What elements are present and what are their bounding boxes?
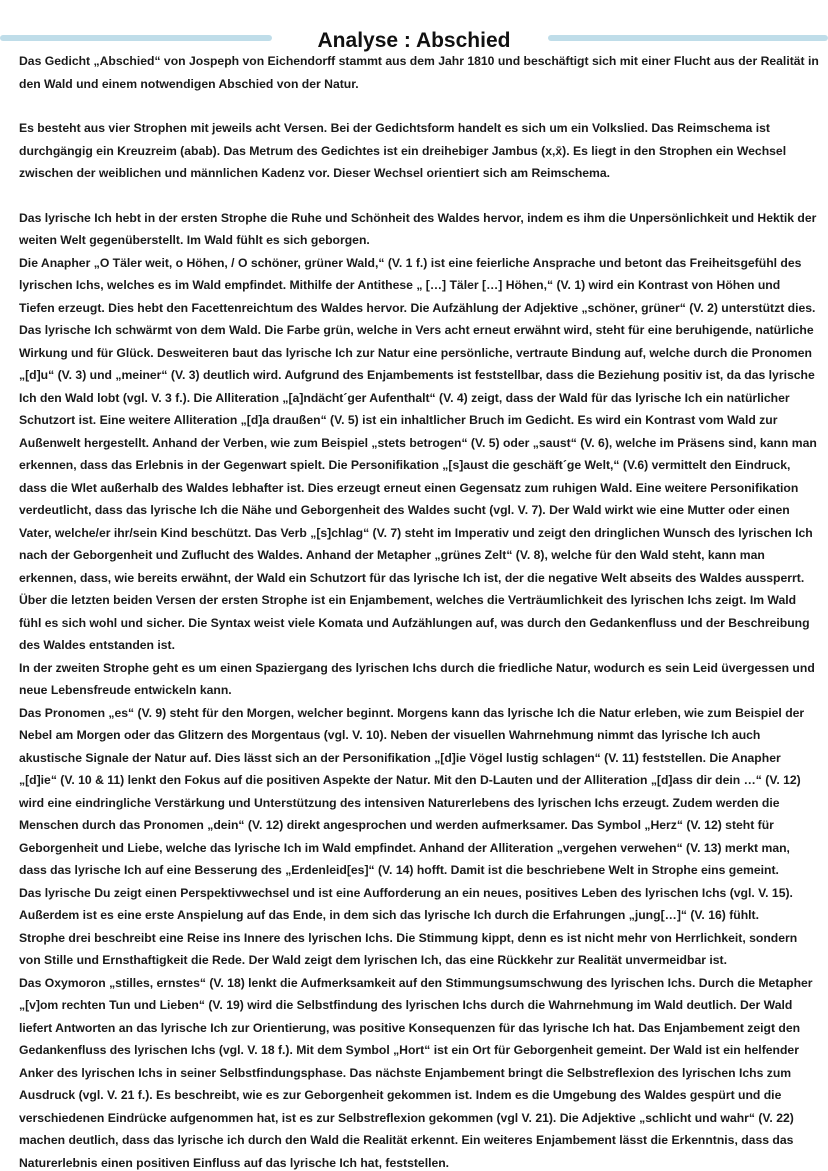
paragraph-strophe-2-summary: In der zweiten Strophe geht es um einen Spaziergang des lyrischen Ichs durch die friedliche Natur, wodurch es sein Leid üvergessen und neue Lebensfreude entwickeln kann. — [19, 660, 815, 697]
paragraph-lyrical-du: Das lyrische Du zeigt einen Perspektivwechsel und ist eine Aufforderung an ein neues, positives Leben des lyrischen Ichs (vgl. V. 15). Außerdem ist es eine erste Anspielung auf das Ende, in dem sich das lyrische Ich durch die Erfahrungen „jung[…]“ (V. 16) fühlt. — [19, 885, 793, 922]
paragraph-form: Es besteht aus vier Strophen mit jeweils acht Versen. Bei der Gedichtsform handelt es sich um ein Volkslied. Das Reimschema ist durchgängig ein Kreuzreim (abab). Das Metrum des Gedichtes ist ein dreihebiger Jambus (x,x̄). Es liegt in den Strophen ein Wechsel zwischen der weiblichen und männlichen Kadenz vor. Dieser Wechsel orientiert sich am Reimschema. — [19, 121, 787, 180]
paragraph-introduction: Das Gedicht „Abschied“ von Jospeph von Eichendorff stammt aus dem Jahr 1810 und beschäftigt sich mit einer Flucht aus der Realität in den Wald und einem notwendigen Abschied von der Natur. — [19, 54, 819, 91]
document-body — [19, 50, 819, 1171]
page-title: Analyse : Abschied — [317, 29, 511, 52]
paragraph-strophe-3-summary: Strophe drei beschreibt eine Reise ins Innere des lyrischen Ichs. Die Stimmung kippt, denn es ist nicht mehr von Herrlichkeit, sondern von Stille und Ernsthaftigkeit die Rede. Der Wald zeigt dem lyrischen Ich, das eine Rückkehr zur Realität unvermeidbar ist. — [19, 930, 798, 967]
paragraph-strophe-3-analysis: Das Oxymoron „stilles, ernstes“ (V. 18) lenkt die Aufmerksamkeit auf den Stimmungsumschwung des lyrischen Ichs. Durch die Metapher „[v]om rechten Tun und Lieben“ (V. 19) wird die Selbstfindung des lyrischen Ichs durch die Wahrnehmung im Wald deutlich. Der Wald liefert Antworten an das lyrische Ich zur Orientierung, was positive Konsequenzen für das lyrische Ich hat. Das Enjambement zeigt den Gedankenfluss des lyrischen Ichs (vgl. V. 18 f.). Mit dem Symbol „Hort“ ist ein Ort für Geborgenheit gemeint. Der Wald ist ein helfender Anker des lyrischen Ichs in seiner Selbstfindungsphase. Das nächste Enjambement bringt die Selbstreflexion des lyrischen Ichs zum Ausdruck (vgl. V. 21 f.). Es beschreibt, wie es zur Geborgenheit gekommen ist. Indem es die Umgebung des Waldes gespürt und die verschiedenen Eindrücke aufgenommen hat, ist es zur Selbstreflexion gekommen (vgl V. 21). Die Adjektive „schlicht und wahr“ (V. 22) machen deutlich, dass das lyrische ich durch den Wald die Realität erkennt. Ein weiteres Enjambement lässt die Erkenntnis, dass das Naturerlebnis einen positiven Einfluss auf das lyrische Ich hat, feststellen. — [19, 975, 813, 1170]
paragraph-strophe-1-summary: Das lyrische Ich hebt in der ersten Strophe die Ruhe und Schönheit des Waldes hervor, indem es ihm die Unpersönlichkeit und Hektik der weiten Welt gegenüberstellt. Im Wald fühlt es sich geborgen. — [19, 210, 817, 247]
paragraph-strophe-1-analysis: Die Anapher „O Täler weit, o Höhen, / O schöner, grüner Wald,“ (V. 1 f.) ist eine feierliche Ansprache und betont das Freiheitsgefühl des lyrischen Ichs, welches es im Wald empfindet. Mithilfe der Antithese „ […] Täler […] Höhen,“ (V. 1) wird ein Kontrast von Höhen und Tiefen erzeugt. Dies hebt den Facettenreichtum des Waldes hervor. Die Aufzählung der Adjektive „schöner, grüner“ (V. 2) unterstützt dies. Das lyrische Ich schwärmt von dem Wald. Die Farbe grün, welche in Vers acht erneut erwähnt wird, steht für eine beruhigende, natürliche Wirkung und für Glück. Desweiteren baut das lyrische Ich zur Natur eine persönliche, vertraute Bindung auf, welche durch die Pronomen „[d]u“ (V. 3) und „meiner“ (V. 3) deutlich wird. Aufgrund des Enjambements ist feststellbar, dass die Beziehung positiv ist, da das lyrische Ich den Wald lobt (vgl. V. 3 f.). Die Alliteration „[a]ndächt´ger Aufenthalt“ (V. 4) zeigt, dass der Wald für das lyrische Ich ein natürlicher Schutzort ist. Eine weitere Alliteration „[d]a draußen“ (V. 5) ist ein inhaltlicher Bruch im Gedicht. Es wird ein Kontrast vom Wald zur Außenwelt hergestellt. Anhand der Verben, wie zum Beispiel „stets betrogen“ (V. 5) oder „saust“ (V. 6), welche im Präsens sind, kann man erkennen, dass das Erlebnis in der Gegenwart spielt. Die Personifikation „[s]aust die geschäft´ge Welt,“ (V.6) vermittelt den Eindruck, dass die Wlet außerhalb des Waldes lebhafter ist. Dies erzeugt erneut einen Gegensatz zum ruhigen Wald. Eine weitere Personifikation verdeutlicht, dass das lyrische Ich die Nähe und Geborgenheit des Waldes sucht (vgl. V. 7). Der Wald wirkt wie eine Mutter oder einen Vater, welche/er ihr/sein Kind beschützt. Das Verb „[s]chlag“ (V. 7) steht im Imperativ und zeigt den dringlichen Wunsch des lyrischen Ich nach der Geborgenheit und Zuflucht des Waldes. Anhand der Metapher „grünes Zelt“ (V. 8), welche für den Wald steht, kann man erkennen, dass, wie bereits erwähnt, der Wald ein Schutzort für das lyrische Ich ist, der die negative Welt abseits des Waldes aussperrt. Über die letzten beiden Versen der ersten Strophe ist ein Enjambement, welches die Verträumlichkeit des lyrischen Ichs zeigt. Im Wald fühl es sich wohl und sicher. Die Syntax weist viele Komata und Aufzählungen auf, was durch den Gedankenfluss und der Beschreibung des Waldes entstanden ist. — [19, 255, 817, 652]
paragraph-strophe-2-analysis: Das Pronomen „es“ (V. 9) steht für den Morgen, welcher beginnt. Morgens kann das lyrische Ich die Natur erleben, wie zum Beispiel der Nebel am Morgen oder das Glitzern des Morgentaus (vgl. V. 10). Neben der visuellen Wahrnehmung nimmt das lyrische Ich auch akustische Signale der Natur auf. Dies lässt sich an der Personifikation „[d]ie Vögel lustig schlagen“ (V. 11) feststellen. Die Anapher „[d]ie“ (V. 10 & 11) lenkt den Fokus auf die positiven Aspekte der Natur. Mit den D-Lauten und der Alliteration „[d]ass dir dein …“ (V. 12) wird eine eindringliche Verstärkung und Unterstützung des intensiven Naturerlebens des lyrischen Ichs erzeugt. Zudem werden die Menschen durch das Pronomen „dein“ (V. 12) direkt angesprochen und werden aufmerksamer. Das Symbol „Herz“ (V. 12) steht für Geborgenheit und Liebe, welche das lyrische Ich im Wald empfindet. Anhand der Alliteration „vergehen verwehen“ (V. 13) merkt man, dass das lyrische Ich auf eine Besserung des „Erdenleid[es]“ (V. 14) hofft. Damit ist die beschriebene Welt in Strophe eins gemeint. — [19, 705, 805, 877]
